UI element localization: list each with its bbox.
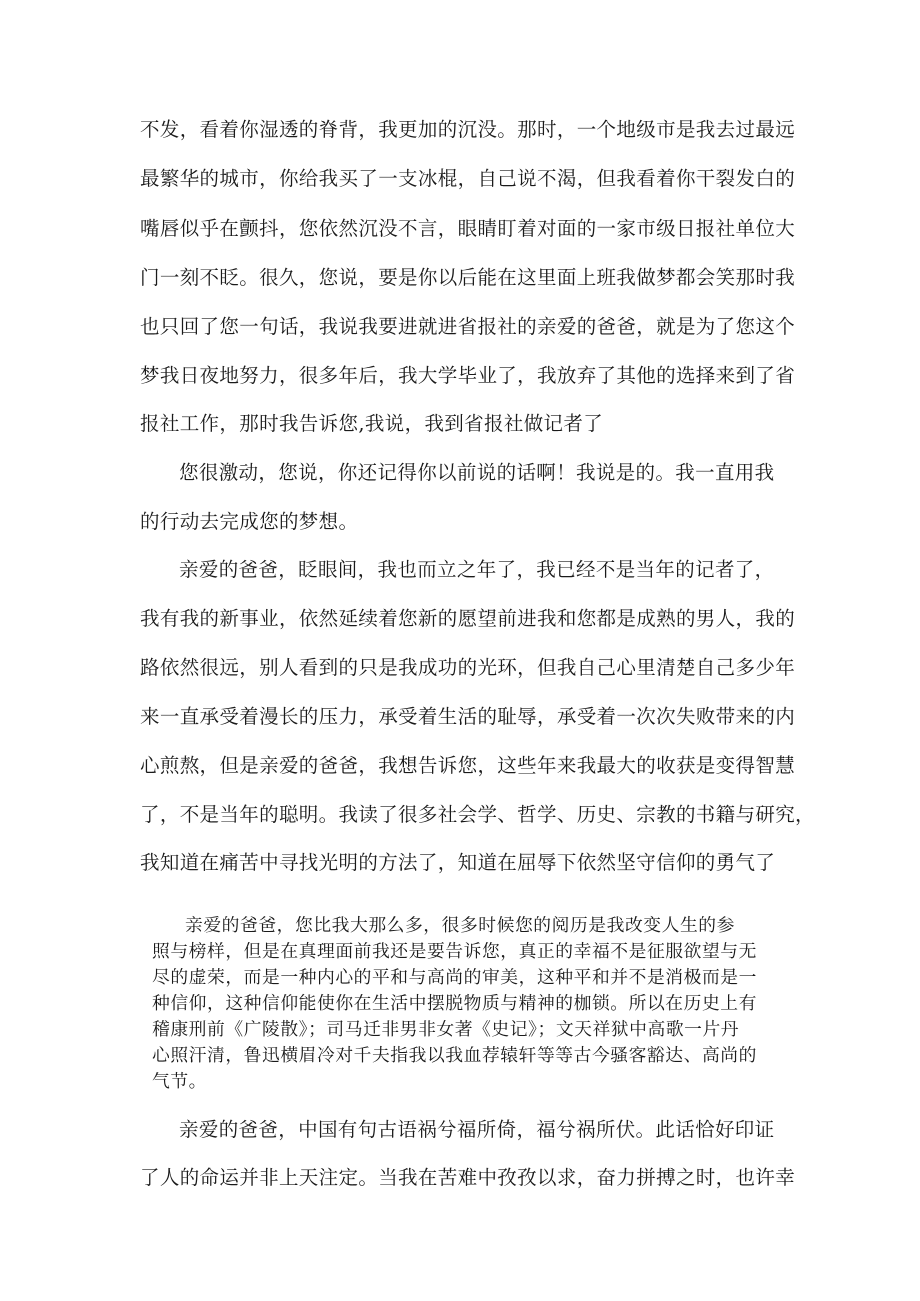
paragraph-2-line-1: 您很激动，您说，你还记得你以前说的话啊！我说是的。我一直用我 [179, 461, 775, 484]
paragraph-1-line-4: 门一刻不眨。很久，您说，要是你以后能在这里面上班我做梦都会笑那时我 [140, 266, 796, 289]
paragraph-1-line-7: 报社工作，那时我告诉您,我说，我到省报社做记者了 [140, 412, 604, 435]
paragraph-4-line-6: 心照汗清，鲁迅横眉冷对千夫指我以我血荐辕轩等等古今骚客豁达、高尚的 [152, 1045, 757, 1066]
paragraph-2-line-2: 的行动去完成您的梦想。 [140, 510, 359, 533]
paragraph-1-line-1: 不发，看着你湿透的脊背，我更加的沉没。那时，一个地级市是我去过最远 [140, 118, 796, 141]
paragraph-1-line-5: 也只回了您一句话，我说我要进就进省报社的亲爱的爸爸，就是为了您这个 [140, 315, 796, 338]
paragraph-4-line-4: 种信仰，这种信仰能使你在生活中摆脱物质与精神的枷锁。所以在历史上有 [152, 993, 757, 1014]
paragraph-1-line-6: 梦我日夜地努力，很多年后，我大学毕业了，我放弃了其他的选择来到了省 [140, 364, 796, 387]
paragraph-4-line-2: 照与榜样，但是在真理面前我还是要告诉您，真正的幸福不是征服欲望与无 [152, 941, 757, 962]
paragraph-1-line-2: 最繁华的城市，你给我买了一支冰棍，自己说不渴，但我看着你干裂发白的 [140, 167, 796, 190]
paragraph-3-line-2: 我有我的新事业，依然延续着您新的愿望前进我和您都是成熟的男人，我的 [140, 607, 796, 630]
paragraph-3-line-4: 来一直承受着漫长的压力，承受着生活的耻辱，承受着一次次失败带来的内 [140, 705, 796, 728]
paragraph-1-line-3: 嘴唇似乎在颤抖，您依然沉没不言，眼睛盯着对面的一家市级日报社单位大 [140, 217, 796, 240]
paragraph-3-line-5: 心煎熬，但是亲爱的爸爸，我想告诉您，这些年来我最大的收获是变得智慧 [140, 754, 796, 777]
paragraph-3-line-3: 路依然很远，别人看到的只是我成功的光环，但我自己心里清楚自己多少年 [140, 656, 796, 679]
paragraph-4-line-5: 稽康刑前《广陵散》；司马迁非男非女著《史记》；文天祥狱中高歌一片丹 [152, 1019, 740, 1040]
paragraph-4-line-7: 气节。 [152, 1071, 207, 1092]
paragraph-4-line-3: 尽的虚荣，而是一种内心的平和与高尚的审美，这种平和并不是消极而是一 [152, 967, 757, 988]
paragraph-3-line-7: 我知道在痛苦中寻找光明的方法了，知道在屈辱下依然坚守信仰的勇气了 [140, 851, 776, 874]
paragraph-4-line-1: 亲爱的爸爸，您比我大那么多，很多时候您的阅历是我改变人生的参 [185, 915, 735, 936]
paragraph-5-line-2: 了人的命运并非上天注定。当我在苦难中孜孜以求，奋力拼搏之时，也许幸 [140, 1166, 796, 1189]
paragraph-3-line-6: 了，不是当年的聪明。我读了很多社会学、哲学、历史、宗教的书籍与研究， [140, 803, 815, 826]
paragraph-5-line-1: 亲爱的爸爸，中国有句古语祸兮福所倚，福兮祸所伏。此话恰好印证 [179, 1118, 775, 1141]
paragraph-3-line-1: 亲爱的爸爸，眨眼间，我也而立之年了，我已经不是当年的记者了， [179, 558, 775, 581]
